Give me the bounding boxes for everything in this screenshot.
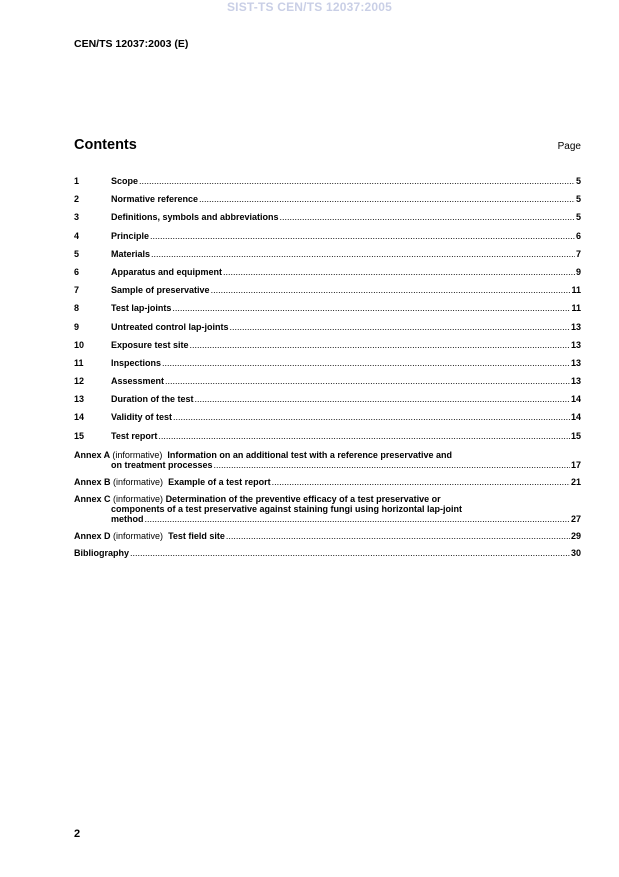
toc-page: 5 [575, 212, 581, 223]
toc-title: Assessment [111, 376, 165, 387]
leader-dots [280, 212, 575, 222]
toc-item-11[interactable] [74, 358, 581, 376]
toc-number: 10 [74, 339, 85, 350]
toc-item-7[interactable] [74, 285, 581, 303]
toc-title: Scope [111, 176, 139, 186]
annex-type: (informative) [113, 476, 164, 487]
toc-bibliography[interactable] [74, 548, 581, 558]
page-number: 2 [74, 828, 81, 840]
table-of-contents [74, 176, 581, 558]
toc-page: 5 [575, 176, 581, 186]
annex-type: (informative) [113, 530, 164, 541]
toc-title: Test lap-joints [111, 303, 172, 314]
toc-item-4[interactable] [74, 231, 581, 249]
document-id: CEN/TS 12037:2003 (E) [74, 38, 189, 50]
toc-number: 13 [74, 394, 85, 405]
annex-title-line: components of a test preservative against staining fungi using horizontal lap-joint [111, 503, 463, 514]
toc-item-14[interactable] [74, 412, 581, 430]
toc-page: 5 [575, 194, 581, 205]
leader-dots [172, 303, 570, 313]
leader-dots [139, 176, 575, 186]
toc-number: 12 [74, 376, 85, 387]
toc-number: 7 [74, 285, 80, 296]
toc-title: Materials [111, 248, 151, 259]
toc-title: Exposure test site [111, 339, 189, 350]
toc-page: 27 [570, 513, 581, 524]
toc-title: Untreated control lap-joints [111, 321, 229, 332]
leader-dots [272, 477, 570, 487]
toc-number: 11 [74, 357, 84, 368]
toc-page: 9 [575, 266, 581, 277]
toc-page: 30 [570, 547, 581, 558]
leader-dots [150, 231, 575, 241]
toc-page: 14 [570, 394, 581, 405]
watermark: SIST-TS CEN/TS 12037:2005 [226, 0, 393, 14]
toc-number: 1 [74, 176, 80, 186]
leader-dots [165, 376, 570, 386]
annex-label: Annex C [74, 493, 111, 504]
leader-dots [173, 412, 570, 422]
toc-item-8[interactable] [74, 303, 581, 321]
toc-page: 13 [570, 339, 581, 350]
annex-title-line: Determination of the preventive efficacy of a test preservative or [165, 493, 441, 504]
toc-title: Validity of test [111, 412, 173, 423]
annex-title-line: Information on an additional test with a reference preservative and [167, 449, 452, 460]
leader-dots [162, 358, 570, 368]
toc-number: 5 [74, 248, 80, 259]
annex-title-line: method [111, 513, 144, 524]
toc-page: 6 [575, 230, 581, 241]
toc-number: 15 [74, 430, 85, 441]
annex-title-line: on treatment processes [111, 459, 213, 470]
toc-page: 13 [570, 357, 581, 368]
leader-dots [199, 194, 575, 204]
toc-item-3[interactable] [74, 212, 581, 230]
toc-page: 13 [570, 376, 581, 387]
toc-page: 21 [570, 476, 581, 487]
toc-title: Definitions, symbols and abbreviations [111, 212, 279, 223]
annex-type: (informative) [112, 449, 163, 460]
toc-page: 14 [570, 412, 581, 423]
toc-title: Test report [111, 430, 158, 441]
toc-item-9[interactable] [74, 322, 581, 340]
toc-item-10[interactable] [74, 340, 581, 358]
annex-label: Annex A [74, 449, 110, 460]
toc-item-6[interactable] [74, 267, 581, 285]
bibliography-title: Bibliography [74, 547, 130, 558]
annex-title: Example of a test report [168, 476, 271, 487]
leader-dots [211, 285, 571, 295]
toc-item-2[interactable] [74, 194, 581, 212]
toc-number: 14 [74, 412, 85, 423]
toc-title: Apparatus and equipment [111, 266, 223, 277]
toc-page: 15 [570, 430, 581, 441]
leader-dots [230, 322, 570, 332]
toc-page: 17 [570, 459, 581, 470]
leader-dots [214, 460, 570, 470]
toc-page: 7 [575, 248, 581, 259]
toc-page: 11 [571, 285, 581, 296]
toc-item-5[interactable] [74, 249, 581, 267]
toc-number: 3 [74, 212, 80, 223]
toc-item-13[interactable] [74, 394, 581, 412]
toc-title: Inspections [111, 357, 162, 368]
page-column-label: Page [557, 141, 581, 152]
toc-annex-c[interactable] [74, 494, 581, 524]
toc-number: 6 [74, 266, 80, 277]
leader-dots [195, 394, 570, 404]
toc-annex-b[interactable] [74, 477, 581, 487]
leader-dots [130, 548, 570, 558]
toc-number: 2 [74, 194, 80, 205]
leader-dots [151, 249, 575, 259]
toc-page: 13 [570, 321, 581, 332]
toc-number: 4 [74, 230, 80, 241]
toc-number: 8 [74, 303, 80, 314]
toc-page: 29 [570, 530, 581, 541]
leader-dots [145, 514, 570, 524]
toc-item-15[interactable] [74, 431, 581, 449]
contents-heading: Contents [74, 137, 137, 153]
toc-title: Sample of preservative [111, 285, 210, 296]
annex-type: (informative) [113, 493, 164, 504]
leader-dots [158, 431, 570, 441]
toc-number: 9 [74, 321, 80, 332]
toc-item-1[interactable] [74, 176, 581, 194]
toc-title: Duration of the test [111, 394, 194, 405]
toc-title: Normative reference [111, 194, 199, 205]
toc-item-12[interactable] [74, 376, 581, 394]
leader-dots [223, 267, 575, 277]
toc-page: 11 [571, 303, 581, 314]
toc-annex-a[interactable] [74, 450, 581, 470]
annex-label: Annex D [74, 530, 111, 541]
leader-dots [190, 340, 570, 350]
leader-dots [226, 531, 570, 541]
toc-title: Principle [111, 230, 150, 241]
annex-title: Test field site [168, 530, 225, 541]
toc-annex-d[interactable] [74, 531, 581, 541]
annex-label: Annex B [74, 476, 111, 487]
